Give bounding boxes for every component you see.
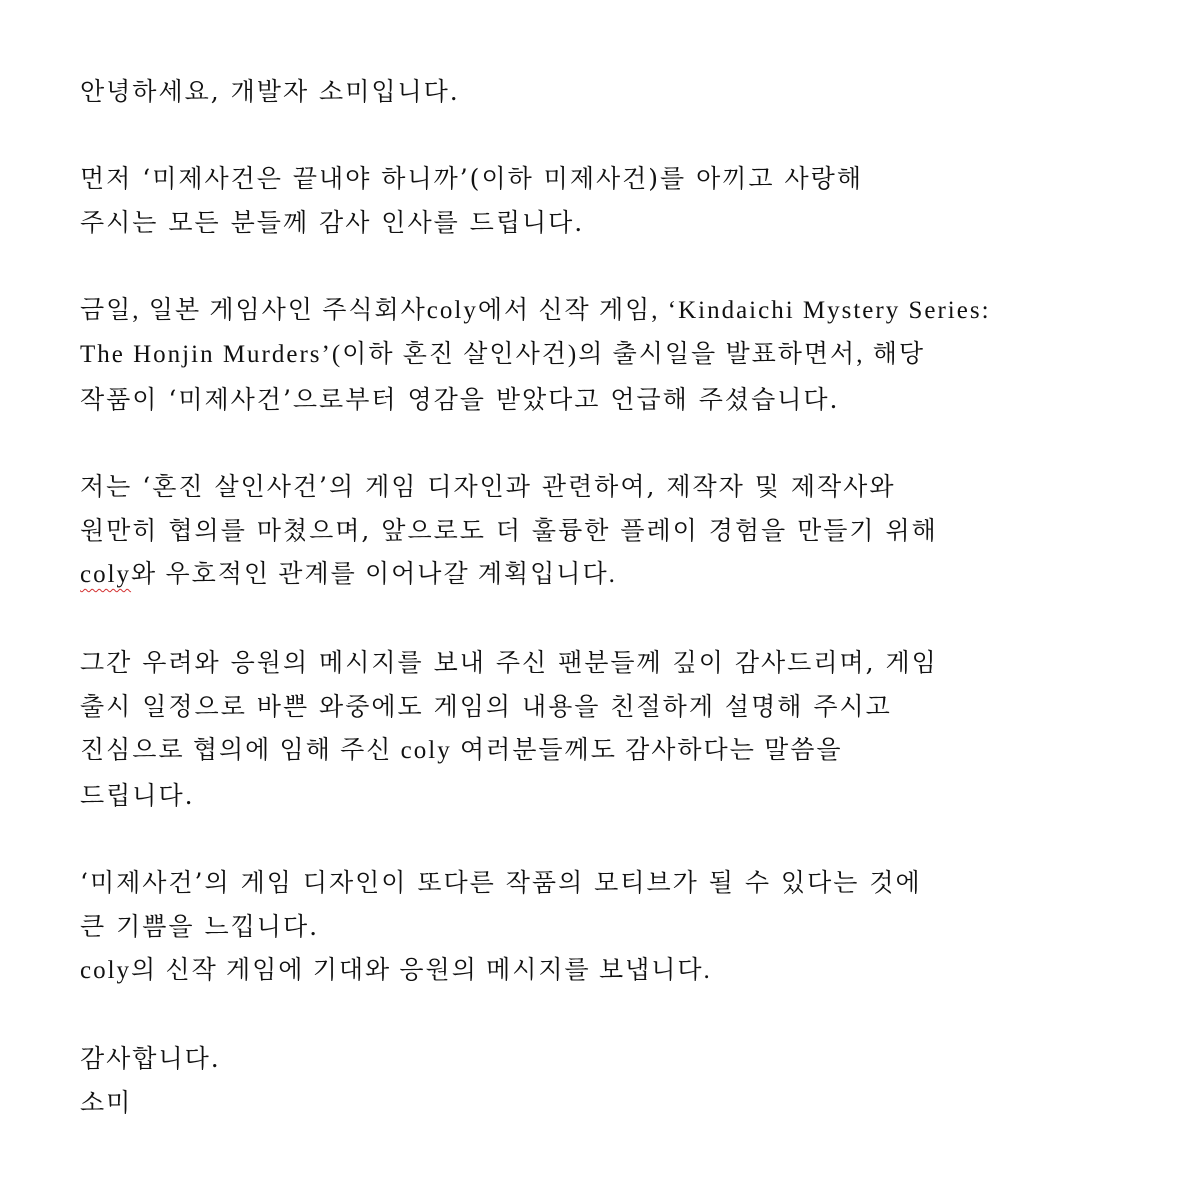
para5-line3: coly의 신작 게임에 기대와 응원의 메시지를 보냅니다. [80, 957, 712, 984]
greeting-line: 안녕하세요, 개발자 소미입니다. [80, 77, 460, 106]
para3-line2: 원만히 협의를 마쳤으며, 앞으로도 더 훌륭한 플레이 경험을 만들기 위해 [80, 516, 938, 545]
para4-line4: 드립니다. [80, 781, 195, 810]
para3-line3 [80, 559, 617, 591]
closing-line: 감사합니다. [80, 1044, 221, 1073]
para5-line1: ‘미제사건’의 게임 디자인이 또다른 작품의 모티브가 될 수 있다는 것에 [80, 868, 922, 897]
para1-line1: 먼저 ‘미제사건은 끝내야 하니까’(이하 미제사건)를 아끼고 사랑해 [80, 164, 863, 193]
para3-line1: 저는 ‘혼진 살인사건’의 게임 디자인과 관련하여, 제작자 및 제작사와 [80, 472, 896, 501]
para2-line3: 작품이 ‘미제사건’으로부터 영감을 받았다고 언급해 주셨습니다. [80, 385, 840, 414]
para4-line2: 출시 일정으로 바쁜 와중에도 게임의 내용을 친절하게 설명해 주시고 [80, 692, 892, 721]
para3-line3-rest: 와 우호적인 관계를 이어나갈 계획입니다. [131, 561, 617, 588]
spellcheck-flagged-word[interactable]: coly [80, 561, 132, 588]
signature-line: 소미 [80, 1088, 133, 1117]
para4-line3: 진심으로 협의에 임해 주신 coly 여러분들께도 감사하다는 말씀을 [80, 737, 843, 764]
para1-line2: 주시는 모든 분들께 감사 인사를 드립니다. [80, 208, 585, 237]
para4-line1: 그간 우려와 응원의 메시지를 보내 주신 팬분들께 깊이 감사드리며, 게임 [80, 648, 938, 677]
para2-line2: The Honjin Murders’(이하 혼진 살인사건)의 출시일을 발표하면서, 해당 [80, 341, 925, 368]
para2-line1: 금일, 일본 게임사인 주식회사coly에서 신작 게임, ‘Kindaichi Mystery Series: [80, 297, 991, 324]
para5-line2: 큰 기쁨을 느낍니다. [80, 912, 320, 941]
